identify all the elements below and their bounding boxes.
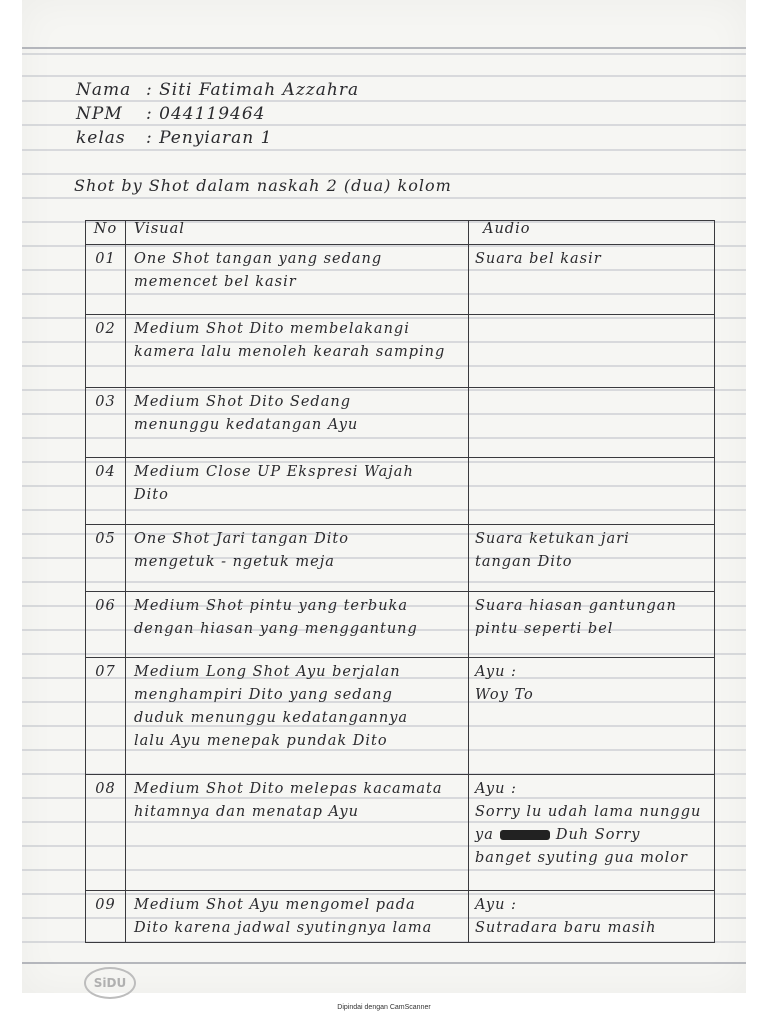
table-row: [86, 658, 715, 775]
row-visual: Medium Shot Ayu mengomel pada Dito karena jadwal syutingnya lama: [134, 897, 433, 936]
npm-value: : 044119464: [146, 104, 266, 124]
row-audio: Suara hiasan gantungan pintu seperti bel: [475, 598, 677, 637]
header-audio: Audio: [469, 221, 715, 245]
row-audio: Ayu : Sutradara baru masih: [475, 897, 657, 936]
row-no: 03: [95, 394, 116, 410]
row-no: 02: [95, 321, 116, 337]
kelas-label: kelas: [76, 128, 126, 148]
table-row: [86, 245, 715, 315]
row-audio: [475, 458, 714, 461]
row-no: 08: [95, 781, 116, 797]
row-visual: Medium Shot Dito melepas kacamata hitamnya dan menatap Ayu: [134, 781, 443, 820]
row-audio: Ayu : Woy To: [475, 664, 534, 703]
row-no: 04: [95, 464, 116, 480]
subtitle: Shot by Shot dalam naskah 2 (dua) kolom: [74, 176, 452, 195]
nama-value: : Siti Fatimah Azzahra: [146, 80, 360, 100]
scanner-watermark: Dipindai dengan CamScanner: [337, 1004, 431, 1011]
row-no: 06: [95, 598, 116, 614]
nama-label: Nama: [76, 80, 132, 100]
header-visual: Visual: [126, 221, 469, 245]
row-no: 09: [95, 897, 116, 913]
row-visual: Medium Close UP Ekspresi Wajah Dito: [134, 464, 414, 503]
table-header-row: [86, 221, 715, 245]
npm-label: NPM: [76, 104, 123, 124]
row-visual: Medium Shot Dito Sedang menunggu kedatangan Ayu: [134, 394, 359, 433]
audio-part-1: Ayu : Sorry lu udah lama nunggu ya: [475, 781, 702, 843]
row-no: 01: [95, 251, 116, 267]
table-row: [86, 525, 715, 592]
row-audio: [475, 315, 714, 318]
row-visual: Medium Long Shot Ayu berjalan menghampiri Dito yang sedang duduk menunggu kedatangannya lalu Ayu menepak pundak Dito: [134, 664, 409, 749]
table-row: [86, 315, 715, 388]
header-no: No: [86, 221, 126, 245]
kelas-value: : Penyiaran 1: [146, 128, 273, 148]
table-row: [86, 388, 715, 458]
redaction-mark: [500, 830, 550, 840]
table-row: [86, 775, 715, 891]
row-visual: Medium Shot Dito membelakangi kamera lalu menoleh kearah samping: [134, 321, 446, 360]
row-visual: One Shot tangan yang sedang memencet bel kasir: [134, 251, 383, 290]
table-row: [86, 458, 715, 525]
row-visual: Medium Shot pintu yang terbuka dengan hiasan yang menggantung: [134, 598, 418, 637]
shot-table: [85, 220, 715, 943]
row-no: 07: [95, 664, 116, 680]
row-audio: [475, 388, 714, 391]
row-audio: [475, 775, 714, 870]
row-no: 05: [95, 531, 116, 547]
row-audio: Suara bel kasir: [475, 251, 602, 267]
audio-part-2: Duh Sorry banget syuting gua molor: [475, 827, 688, 866]
table-row: [86, 891, 715, 943]
row-audio: Suara ketukan jari tangan Dito: [475, 531, 630, 570]
notebook-brand-logo: SiDU: [84, 967, 136, 999]
table-row: [86, 592, 715, 658]
row-visual: One Shot Jari tangan Dito mengetuk - ngetuk meja: [134, 531, 349, 570]
